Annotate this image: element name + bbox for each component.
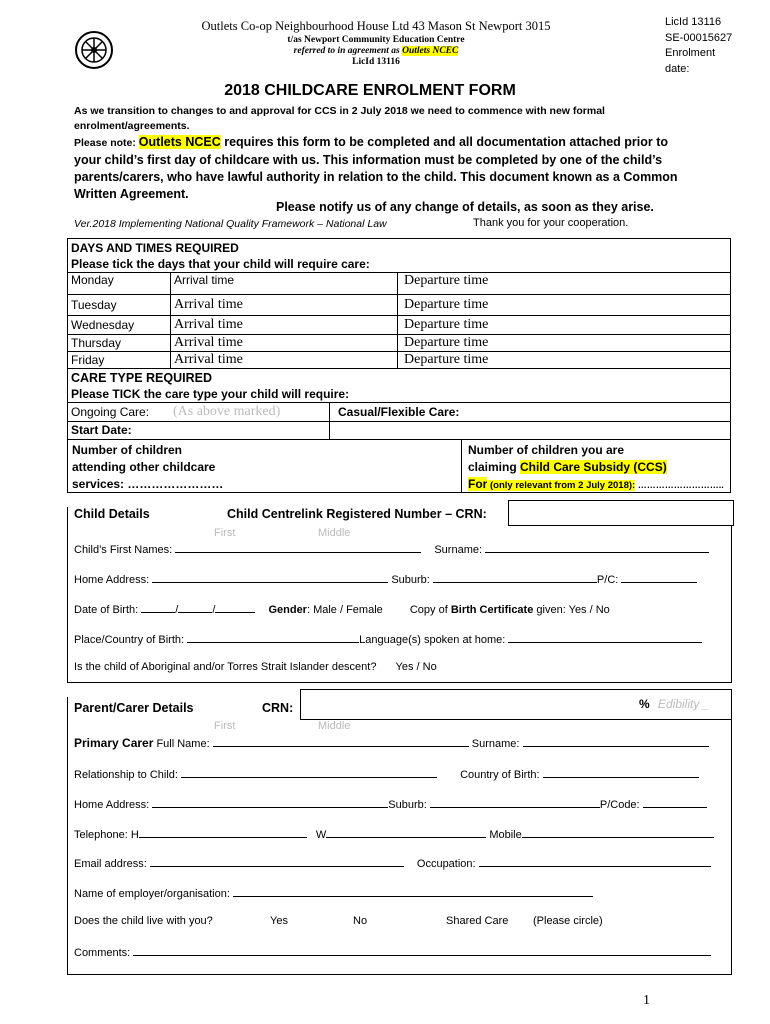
ongoing-cell[interactable] bbox=[68, 402, 171, 421]
employer-field[interactable] bbox=[233, 885, 593, 897]
day-row-tuesday bbox=[68, 295, 731, 316]
parent-address-label: Home Address: bbox=[74, 799, 150, 811]
page-title: 2018 CHILDCARE ENROLMENT FORM bbox=[224, 82, 516, 99]
parent-suburb-label: Suburb: bbox=[388, 799, 427, 811]
arrival-label: Arrival time bbox=[174, 352, 243, 367]
live-with-question: Does the child live with you? bbox=[74, 915, 213, 927]
referred-line bbox=[0, 46, 752, 56]
child-place-field[interactable] bbox=[187, 631, 359, 643]
child-dob-label: Date of Birth: bbox=[74, 604, 139, 616]
page-number: 1 bbox=[643, 993, 650, 1008]
arrival-cell[interactable] bbox=[171, 352, 398, 369]
day-label: Thursday bbox=[71, 336, 122, 350]
days-care-section bbox=[67, 238, 731, 493]
departure-cell[interactable] bbox=[398, 335, 731, 352]
day-cell[interactable] bbox=[68, 352, 171, 369]
child-crn-label: Child Centrelink Registered Number – CRN: bbox=[227, 507, 487, 521]
for-highlight: For bbox=[468, 476, 488, 491]
child-address-field[interactable] bbox=[152, 571, 388, 583]
child-names-row bbox=[74, 541, 709, 556]
primary-carer-row bbox=[74, 735, 709, 750]
child-place-row bbox=[74, 631, 702, 646]
referred-name: Outlets NCEC bbox=[402, 46, 459, 56]
dob-day-field[interactable] bbox=[141, 601, 175, 613]
tas-line: t/as Newport Community Education Centre bbox=[287, 35, 465, 45]
casual-label: Casual/Flexible Care: bbox=[338, 404, 460, 419]
child-address-row bbox=[74, 571, 697, 586]
mobile-field[interactable] bbox=[522, 826, 714, 838]
telephone-w-label: W bbox=[315, 829, 327, 841]
note-label: Please note bbox=[74, 137, 133, 149]
parent-address-field[interactable] bbox=[152, 796, 388, 808]
child-surname-field[interactable] bbox=[485, 541, 709, 553]
intro-transition: As we transition to changes to and approval for CCS in 2 July 2018 we need to commence with new formal enrolment/agreements. bbox=[74, 105, 605, 132]
arrival-label: Arrival time bbox=[174, 317, 243, 332]
parent-address-row bbox=[74, 796, 707, 811]
empty-cell bbox=[330, 421, 731, 439]
thanks-text: Thank you for your cooperation. bbox=[473, 217, 629, 229]
dob-year-field[interactable] bbox=[215, 601, 255, 613]
arrival-label: Arrival time bbox=[174, 335, 243, 350]
country-field[interactable] bbox=[543, 766, 699, 778]
ongoing-label: Ongoing Care: bbox=[71, 404, 150, 419]
claiming-pre: claiming bbox=[468, 459, 521, 474]
casual-cell[interactable] bbox=[330, 402, 731, 421]
header-right-block bbox=[665, 15, 732, 77]
child-hint-middle: Middle bbox=[318, 527, 351, 539]
parent-crn-label: CRN: bbox=[262, 701, 294, 715]
org-line: Outlets Co-op Neighbourhood House Ltd 43 Mason St Newport 3015 bbox=[201, 19, 551, 33]
num-children-block[interactable] bbox=[72, 442, 223, 493]
departure-label: Departure time bbox=[404, 317, 489, 332]
care-instruction-cell bbox=[68, 387, 731, 402]
child-suburb-field[interactable] bbox=[433, 571, 597, 583]
child-place-label: Place/Country of Birth: bbox=[74, 634, 185, 646]
claiming-block[interactable] bbox=[468, 442, 724, 494]
day-cell[interactable] bbox=[68, 316, 171, 335]
care-table bbox=[67, 369, 731, 440]
start-date-cell[interactable] bbox=[68, 421, 330, 439]
care-heading-cell bbox=[68, 369, 731, 387]
ongoing-tick-cell[interactable] bbox=[170, 402, 330, 421]
departure-cell[interactable] bbox=[398, 295, 731, 316]
day-label: Friday bbox=[71, 353, 105, 367]
parent-details-heading: Parent/Carer Details bbox=[74, 701, 194, 715]
parent-surname-label: Surname: bbox=[471, 738, 520, 750]
departure-label: Departure time bbox=[404, 352, 489, 367]
days-table bbox=[67, 238, 731, 369]
day-row-thursday bbox=[68, 335, 731, 352]
primary-carer-label: Primary Carer bbox=[74, 736, 154, 750]
ccs-highlight: Child Care Subsidy (CCS) bbox=[520, 459, 667, 474]
num-children-line2: attending other childcare bbox=[72, 459, 216, 474]
relationship-field[interactable] bbox=[181, 766, 437, 778]
birth-cert-label: Birth Certificate bbox=[450, 604, 534, 616]
children-divider bbox=[461, 440, 462, 492]
start-date-label: Start Date: bbox=[71, 423, 132, 437]
day-cell[interactable] bbox=[68, 295, 171, 316]
days-instruction: Please tick the days that your child will require care: bbox=[71, 257, 370, 272]
please-circle-note: (Please circle) bbox=[533, 915, 603, 927]
days-heading-cell bbox=[68, 239, 731, 257]
copy-pre: Copy of bbox=[409, 604, 451, 616]
departure-label: Departure time bbox=[404, 273, 489, 288]
aboriginal-question: Is the child of Aboriginal and/or Torres Strait Islander descent? bbox=[74, 661, 377, 673]
day-cell[interactable] bbox=[68, 273, 171, 295]
email-field[interactable] bbox=[150, 855, 404, 867]
email-label: Email address: bbox=[74, 858, 147, 870]
departure-label: Departure time bbox=[404, 297, 489, 312]
days-heading: DAYS AND TIMES REQUIRED bbox=[71, 240, 239, 255]
note-name: Outlets NCEC bbox=[138, 135, 221, 149]
arrival-label: Arrival time bbox=[174, 273, 235, 287]
licid-center: LicId 13116 bbox=[352, 57, 400, 67]
child-details-box bbox=[67, 507, 732, 683]
dob-month-field[interactable] bbox=[178, 601, 212, 613]
child-surname-label: Surname: bbox=[434, 544, 483, 556]
arrival-cell[interactable] bbox=[171, 335, 398, 352]
arrival-cell[interactable] bbox=[171, 273, 398, 295]
days-instruction-cell bbox=[68, 257, 731, 273]
day-label: Wednesday bbox=[71, 318, 135, 332]
care-instruction: Please TICK the care type your child will require: bbox=[71, 387, 350, 402]
percent-sign: % bbox=[639, 697, 650, 711]
comments-row bbox=[74, 944, 711, 959]
parent-hint-middle: Middle bbox=[318, 720, 351, 732]
employer-label: Name of employer/organisation: bbox=[74, 888, 230, 900]
comments-label: Comments: bbox=[74, 947, 131, 959]
aboriginal-options[interactable]: Yes / No bbox=[395, 661, 437, 673]
claiming-line2 bbox=[468, 459, 724, 476]
note-text: requires this form to be completed and all documentation attached prior to your child’s first day of childcare with us. This information must be completed by one of the child’s parents/carers, who have lawful authority in relation to the child. This document known as a Common Written Agreement. bbox=[74, 135, 678, 201]
parent-postcode-label: P/Code: bbox=[599, 799, 640, 811]
as-above-hint: (As above marked) bbox=[173, 403, 281, 419]
day-row-monday bbox=[68, 273, 731, 295]
parent-postcode-field[interactable] bbox=[643, 796, 707, 808]
live-with-row bbox=[74, 915, 603, 927]
live-yes-option[interactable]: Yes bbox=[270, 915, 288, 927]
referred-prefix: referred to in agreement as bbox=[293, 46, 403, 56]
version-text: Ver.2018 Implementing National Quality Framework – National Law bbox=[74, 218, 387, 230]
num-children-line1: Number of children bbox=[72, 442, 183, 457]
edibility-hint: Edibility _ bbox=[658, 697, 710, 711]
child-details-heading: Child Details bbox=[74, 507, 150, 521]
child-aboriginal-row bbox=[74, 661, 437, 673]
comments-field[interactable] bbox=[133, 944, 711, 956]
full-name-field[interactable] bbox=[213, 735, 469, 747]
right-se: SE-00015627 bbox=[665, 31, 733, 44]
day-row-friday bbox=[68, 352, 731, 369]
parent-surname-field[interactable] bbox=[523, 735, 709, 747]
full-name-label: Full Name: bbox=[153, 738, 210, 750]
departure-label: Departure time bbox=[404, 335, 489, 350]
num-children-line3: services: …………………… bbox=[72, 476, 224, 491]
child-pc-label: P/C: bbox=[596, 574, 619, 586]
child-hint-first: First bbox=[214, 527, 236, 539]
day-cell[interactable] bbox=[68, 335, 171, 352]
child-address-label: Home Address: bbox=[74, 574, 150, 586]
relationship-label: Relationship to Child: bbox=[74, 769, 178, 781]
note-colon: : bbox=[132, 137, 139, 149]
country-label: Country of Birth: bbox=[460, 769, 540, 781]
right-licid: LicId 13116 bbox=[665, 16, 722, 28]
children-count-row bbox=[67, 440, 731, 493]
arrival-cell[interactable] bbox=[171, 316, 398, 335]
employer-row bbox=[74, 885, 593, 900]
notify-text: Please notify us of any change of details, as soon as they arise. bbox=[276, 200, 654, 214]
claiming-line3 bbox=[468, 476, 724, 494]
birth-cert-options[interactable]: given: Yes / No bbox=[533, 604, 610, 616]
child-first-names-label: Child’s First Names: bbox=[74, 544, 173, 556]
day-row-wednesday bbox=[68, 316, 731, 335]
telephone-h-label: Telephone: H bbox=[74, 829, 139, 841]
child-pc-field[interactable] bbox=[621, 571, 697, 583]
occupation-label: Occupation: bbox=[416, 858, 476, 870]
day-label: Tuesday bbox=[71, 298, 117, 312]
gender-options[interactable]: : Male / Female bbox=[306, 604, 383, 616]
child-language-field[interactable] bbox=[508, 631, 702, 643]
day-label: Monday bbox=[71, 273, 114, 287]
child-dob-row: Date of Birth: / / Gender: Male / Female Copy of Birth Certificate given: Yes / No bbox=[74, 601, 610, 616]
right-date: date: bbox=[665, 62, 690, 75]
child-suburb-label: Suburb: bbox=[391, 574, 430, 586]
mobile-label: Mobile bbox=[489, 829, 522, 841]
arrival-cell[interactable] bbox=[171, 295, 398, 316]
telephone-w-field[interactable] bbox=[326, 826, 486, 838]
telephone-row bbox=[74, 826, 714, 841]
occupation-field[interactable] bbox=[479, 855, 711, 867]
child-first-names-field[interactable] bbox=[175, 541, 421, 553]
live-shared-option[interactable]: Shared Care bbox=[446, 915, 509, 927]
arrival-label: Arrival time bbox=[174, 297, 243, 312]
telephone-h-field[interactable] bbox=[139, 826, 307, 838]
child-crn-input[interactable] bbox=[508, 500, 734, 526]
claiming-dots: ……………………….. bbox=[635, 479, 724, 490]
child-language-label: Language(s) spoken at home: bbox=[359, 634, 506, 646]
relevant-note: (only relevant from 2 July 2018): bbox=[487, 479, 636, 491]
right-enrolment: Enrolment bbox=[665, 47, 716, 59]
gender-label: Gender bbox=[268, 604, 307, 616]
parent-suburb-field[interactable] bbox=[430, 796, 600, 808]
relationship-row bbox=[74, 766, 699, 781]
departure-cell[interactable] bbox=[398, 352, 731, 369]
care-heading: CARE TYPE REQUIRED bbox=[71, 371, 212, 385]
claiming-line1: Number of children you are bbox=[468, 442, 625, 457]
parent-hint-first: First bbox=[214, 720, 236, 732]
live-no-option[interactable]: No bbox=[353, 915, 368, 927]
departure-cell[interactable] bbox=[398, 273, 731, 295]
email-row bbox=[74, 855, 711, 870]
intro-note bbox=[74, 134, 686, 203]
departure-cell[interactable] bbox=[398, 316, 731, 335]
